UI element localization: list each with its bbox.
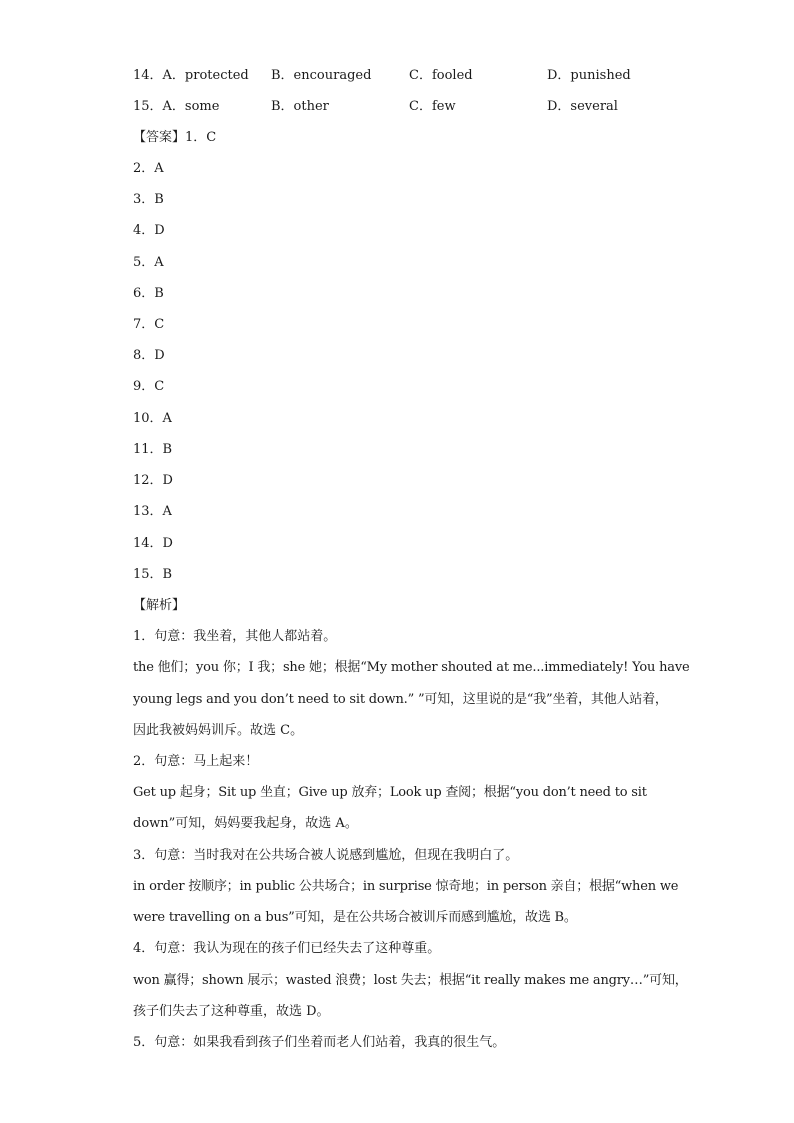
option-a: 15．A．some — [133, 99, 220, 114]
analysis-line: 因此我被妈妈训斥。故选 C。 — [133, 723, 304, 738]
analysis-line: in order 按顺序；in public 公共场合；in surprise 惊奇地；in person 亲自；根据“when we — [133, 879, 679, 894]
answer-item: 11．B — [133, 442, 173, 457]
analysis-header: 【解析】 — [133, 598, 186, 613]
option-b: B．encouraged — [271, 68, 372, 83]
answer-item: 15．B — [133, 567, 173, 582]
analysis-line: 孩子们失去了这种尊重，故选 D。 — [133, 1004, 330, 1019]
analysis-line: won 赢得；shown 展示；wasted 浪费；lost 失去；根据“it really makes me angry…”可知， — [133, 973, 688, 988]
answer-item: 7．C — [133, 317, 165, 332]
answer-item: 8．D — [133, 348, 165, 363]
analysis-line: 2．句意：马上起来！ — [133, 754, 259, 769]
analysis-line: young legs and you don’t need to sit down.” ”可知，这里说的是“我”坐着，其他人站着， — [133, 692, 668, 707]
option-c: C．few — [409, 99, 456, 114]
answer-item: 2．A — [133, 161, 164, 176]
analysis-line: 4．句意：我认为现在的孩子们已经失去了这种尊重。 — [133, 941, 441, 956]
option-d: D．punished — [547, 68, 631, 83]
analysis-line: were travelling on a bus”可知，是在公共场合被训斥而感到尴尬，故选 B。 — [133, 910, 577, 925]
option-c: C．fooled — [409, 68, 473, 83]
analysis-line: the 他们；you 你；I 我；she 她；根据“My mother shouted at me...immediately! You have — [133, 660, 690, 675]
answer-item: 6．B — [133, 286, 164, 301]
option-b: B．other — [271, 99, 329, 114]
answer-header: 【答案】1．C — [133, 130, 217, 145]
analysis-line: down”可知，妈妈要我起身，故选 A。 — [133, 816, 358, 831]
answer-item: 12．D — [133, 473, 173, 488]
answer-item: 4．D — [133, 223, 165, 238]
analysis-line: 3．句意：当时我对在公共场合被人说感到尴尬，但现在我明白了。 — [133, 848, 519, 863]
option-a: 14．A．protected — [133, 68, 249, 83]
answer-item: 9．C — [133, 379, 165, 394]
answer-item: 14．D — [133, 536, 173, 551]
answer-item: 5．A — [133, 255, 164, 270]
answer-item: 3．B — [133, 192, 164, 207]
analysis-line: Get up 起身；Sit up 坐直；Give up 放弃；Look up 查阅；根据“you don’t need to sit — [133, 785, 647, 800]
analysis-line: 5．句意：如果我看到孩子们坐着而老人们站着，我真的很生气。 — [133, 1035, 506, 1050]
analysis-line: 1．句意：我坐着，其他人都站着。 — [133, 629, 337, 644]
option-d: D．several — [547, 99, 618, 114]
answer-item: 10．A — [133, 411, 172, 426]
answer-item: 13．A — [133, 504, 172, 519]
